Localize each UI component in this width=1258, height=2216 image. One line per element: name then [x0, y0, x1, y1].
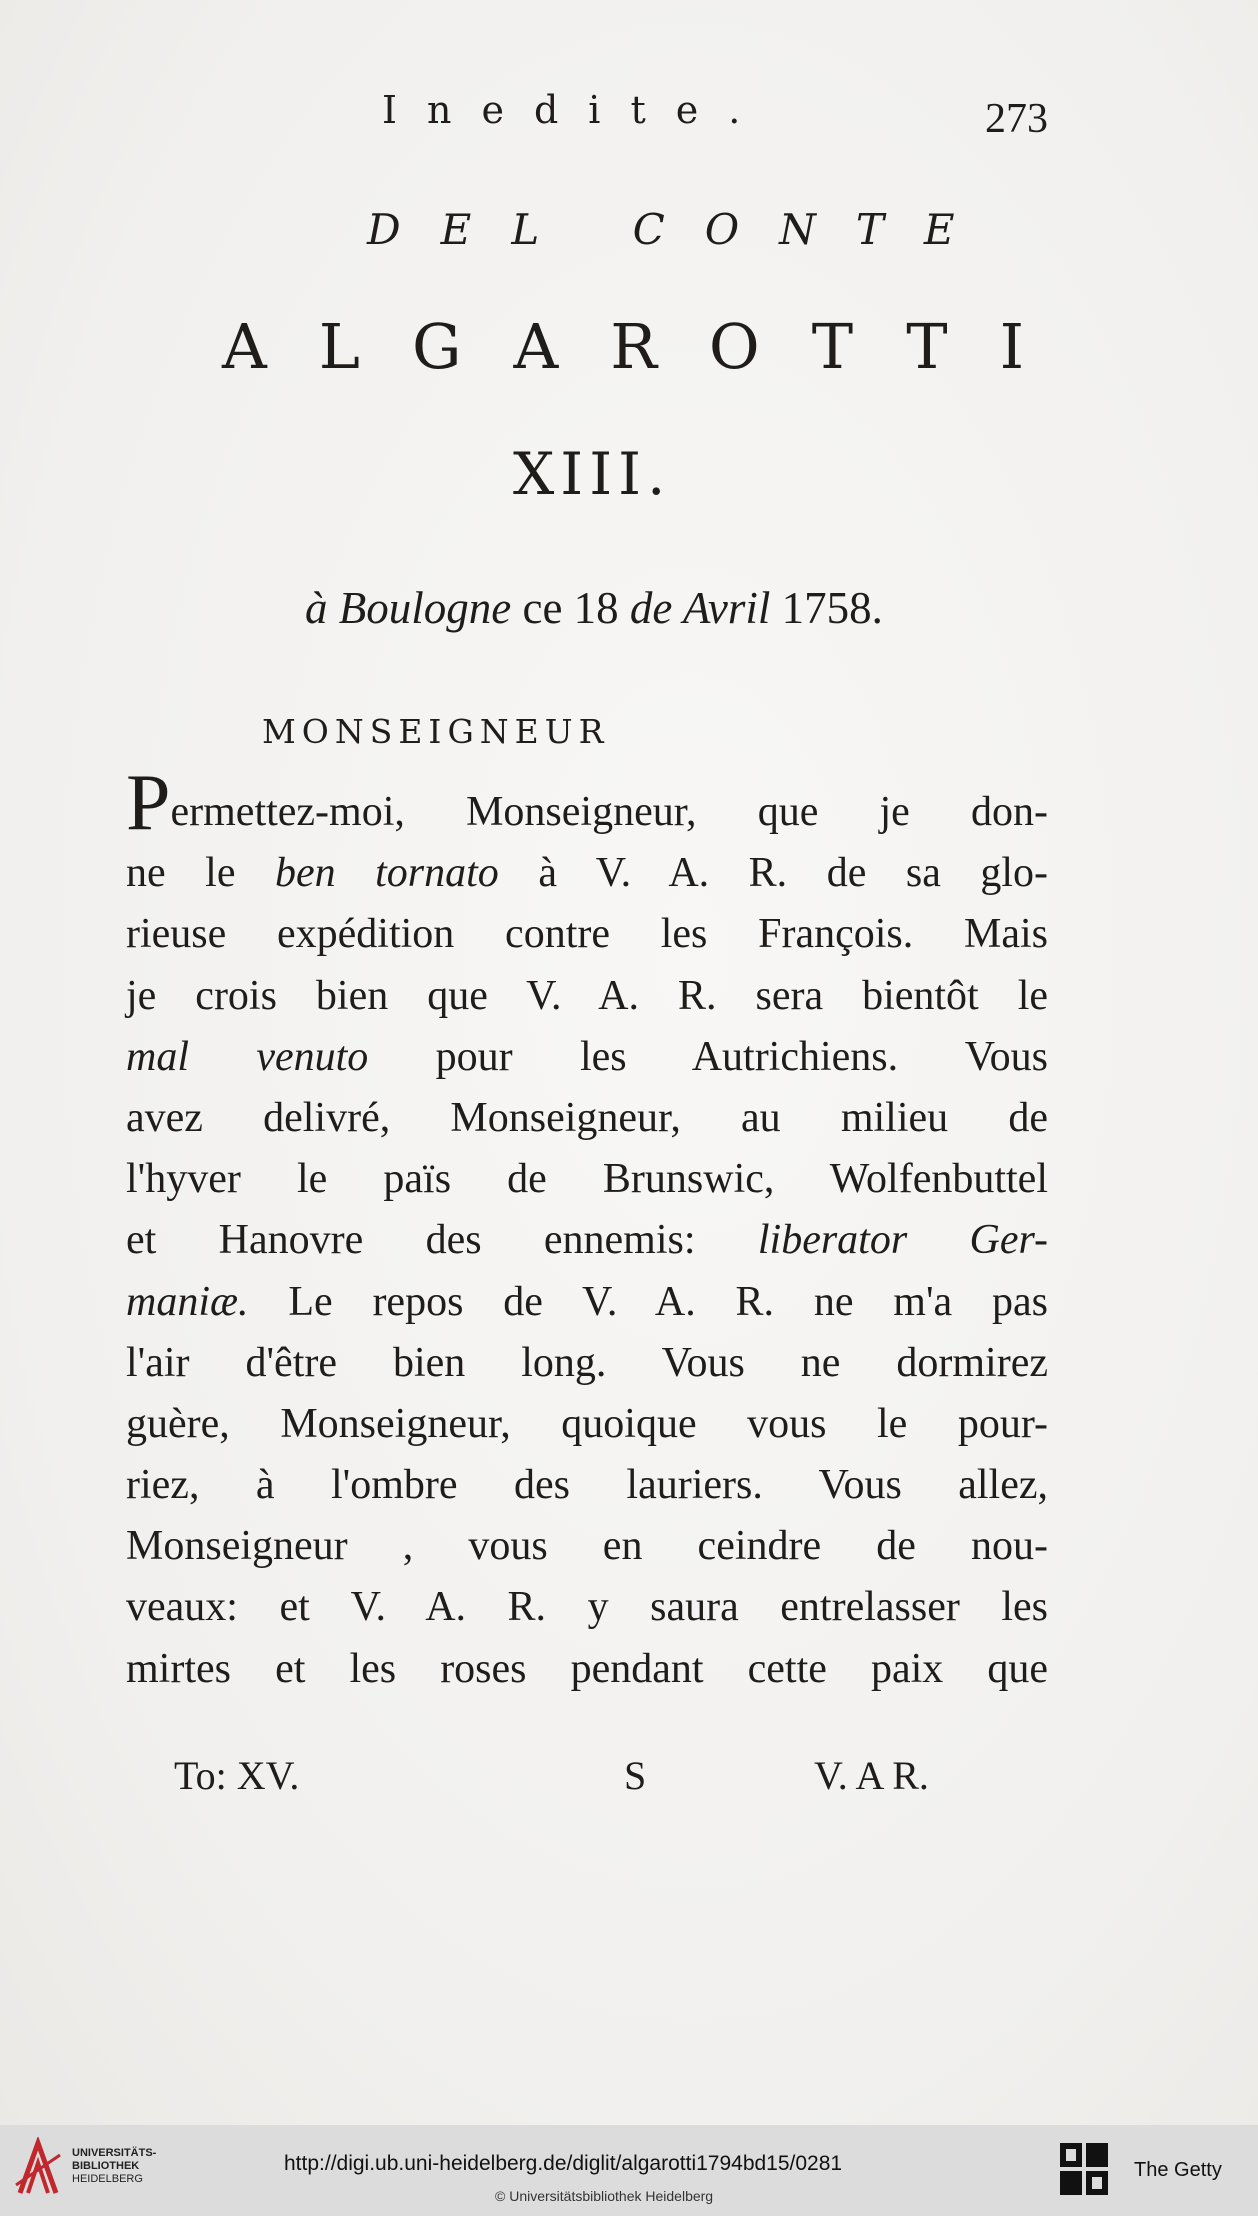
text-line [126, 904, 1048, 965]
word: maniæ. [126, 1278, 289, 1325]
word: A. [668, 850, 749, 897]
word: pas [992, 1278, 1048, 1325]
text-line [126, 1333, 1048, 1394]
word: entrelasser [780, 1584, 1002, 1631]
word: de [826, 850, 906, 897]
word: pour- [957, 1400, 1048, 1447]
text-line [126, 1516, 1048, 1577]
word: m'a [893, 1278, 992, 1325]
word: bientôt [862, 972, 1018, 1019]
word: les [349, 1645, 441, 1692]
text-line [126, 1577, 1048, 1638]
word: Hanovre [218, 1217, 426, 1264]
word: à [538, 850, 596, 897]
word: roses [440, 1645, 571, 1692]
word: ceindre [697, 1523, 877, 1570]
word: à [255, 1462, 331, 1509]
word: je [879, 789, 971, 835]
word: le [205, 850, 275, 897]
word: païs [383, 1156, 508, 1203]
word: lauriers. [626, 1462, 819, 1509]
dateline-word: Avril [682, 583, 782, 633]
word: milieu [840, 1094, 1009, 1141]
word: ennemis: [543, 1217, 758, 1264]
letter-body [126, 759, 1049, 1700]
word: ne [813, 1278, 894, 1325]
text-line [126, 1210, 1048, 1271]
word: ben tornato [274, 850, 539, 897]
word: en [602, 1523, 698, 1570]
word: glo- [980, 850, 1049, 897]
word: bien [392, 1339, 522, 1386]
word: quoique [561, 1400, 748, 1447]
text-line [126, 1149, 1048, 1210]
word: Autrichiens. [691, 1033, 965, 1080]
volume-signature: To: XV. [174, 1753, 300, 1798]
word: François. [758, 911, 964, 958]
word: A. [425, 1584, 508, 1631]
text-line [126, 843, 1048, 904]
title-line-2: ALGAROTTI [222, 310, 1077, 383]
dateline [305, 582, 883, 634]
word: mal venuto [126, 1033, 436, 1080]
word: les [1001, 1584, 1049, 1631]
word: R. [507, 1584, 588, 1631]
word: V. [350, 1584, 426, 1631]
word: pendant [570, 1645, 748, 1692]
title-line-1: DEL CONTE [367, 205, 995, 254]
word: cette [747, 1645, 871, 1692]
word: mirtes [126, 1645, 276, 1692]
word: liberator [757, 1217, 970, 1264]
letter-numeral: XIII. [513, 440, 672, 508]
word: vous [747, 1400, 878, 1447]
institution-line-2: BIBLIOTHEK [72, 2160, 140, 2172]
word: Mais [963, 911, 1048, 958]
word: V. [581, 1278, 655, 1325]
word: au [741, 1094, 841, 1141]
word: don- [971, 789, 1048, 835]
word: allez, [958, 1462, 1048, 1509]
salutation: MONSEIGNEUR [262, 712, 610, 751]
word: d'être [245, 1339, 393, 1386]
dateline-word: Boulogne [338, 583, 523, 633]
word: V. [526, 972, 599, 1019]
word: dormirez [896, 1339, 1048, 1386]
word: que [987, 1645, 1049, 1692]
word: guère, [126, 1400, 281, 1447]
word: R. [735, 1278, 814, 1325]
word: avez [126, 1094, 264, 1141]
word: saura [650, 1584, 781, 1631]
signature-mark: S [624, 1753, 647, 1798]
footer-bar [0, 2125, 1258, 2216]
partner-name: The Getty [1134, 2159, 1222, 2181]
word: le [1017, 972, 1048, 1019]
dateline-word: de [629, 583, 683, 633]
heidelberg-logo-icon[interactable] [14, 2137, 62, 2199]
word: et [279, 1584, 351, 1631]
dateline-word: ce [522, 583, 574, 633]
running-head: Inedite. [382, 88, 771, 132]
getty-logo-icon[interactable] [1058, 2141, 1110, 2197]
word: les [580, 1033, 692, 1080]
catchword: V. A R. [814, 1753, 929, 1798]
drop-capital: P [126, 759, 171, 847]
word: ne [126, 850, 206, 897]
word: nou- [970, 1523, 1048, 1570]
word: repos [372, 1278, 504, 1325]
text-line [126, 1027, 1048, 1088]
text-line [126, 966, 1048, 1027]
word: Le [288, 1278, 373, 1325]
text-line [126, 1088, 1048, 1149]
word: de [1008, 1094, 1048, 1141]
word: pour [435, 1033, 580, 1080]
word: des [513, 1462, 627, 1509]
word: de [503, 1278, 582, 1325]
text-line [126, 1639, 1048, 1700]
word: Vous [818, 1462, 959, 1509]
word: veaux: [126, 1584, 280, 1631]
word: l'hyver [126, 1156, 297, 1203]
word: paix [870, 1645, 988, 1692]
dateline-text [305, 583, 883, 633]
word: Monseigneur, [450, 1094, 742, 1141]
word: delivré, [263, 1094, 451, 1141]
word: Brunswic, [602, 1156, 830, 1203]
word: que [757, 789, 880, 835]
word: bien [315, 972, 428, 1019]
word: des [425, 1217, 544, 1264]
text-line [126, 759, 1048, 847]
word: Ger- [969, 1217, 1048, 1264]
copyright-notice: © Universitätsbibliothek Heidelberg [495, 2188, 714, 2204]
word: expédition [277, 911, 506, 958]
word: R. [748, 850, 827, 897]
word: sa [905, 850, 981, 897]
word: vous [468, 1523, 603, 1570]
text-line [126, 1272, 1048, 1333]
word: les [660, 911, 759, 958]
word: de [507, 1156, 603, 1203]
institution-line-1: UNIVERSITÄTS- [72, 2147, 157, 2159]
word: long. [521, 1339, 662, 1386]
word: Vous [661, 1339, 801, 1386]
word: contre [505, 911, 661, 958]
word: riez, [126, 1462, 256, 1509]
word: de [876, 1523, 971, 1570]
institution-line-3: HEIDELBERG [72, 2173, 143, 2185]
word: A. [654, 1278, 736, 1325]
word: y [587, 1584, 651, 1631]
word: et [275, 1645, 350, 1692]
text-line [126, 1394, 1048, 1455]
word: Vous [964, 1033, 1048, 1080]
word: le [877, 1400, 958, 1447]
word: sera [755, 972, 863, 1019]
word: Monseigneur, [466, 789, 758, 835]
word: , [402, 1523, 469, 1570]
word: A. [598, 972, 678, 1019]
word: rieuse [126, 911, 278, 958]
word: Monseigneur [126, 1523, 403, 1570]
word: Permettez-moi, [126, 759, 467, 847]
page-number: 273 [985, 96, 1048, 142]
permalink-url[interactable]: http://digi.ub.uni-heidelberg.de/diglit/algarotti1794bd15/0281 [284, 2152, 843, 2175]
dateline-word: 18 [573, 583, 630, 633]
word: et [126, 1217, 219, 1264]
institution-name [72, 2147, 156, 2186]
dateline-word: 1758. [781, 583, 883, 633]
word: je [126, 972, 196, 1019]
word: le [296, 1156, 384, 1203]
word: R. [677, 972, 756, 1019]
word: l'air [126, 1339, 246, 1386]
word: Wolfenbuttel [829, 1156, 1048, 1203]
word: Monseigneur, [280, 1400, 562, 1447]
text-line [126, 1455, 1048, 1516]
dateline-word: à [305, 583, 339, 633]
word: crois [195, 972, 316, 1019]
word: V. [595, 850, 669, 897]
word: ne [800, 1339, 897, 1386]
word: que [427, 972, 527, 1019]
word: l'ombre [330, 1462, 514, 1509]
